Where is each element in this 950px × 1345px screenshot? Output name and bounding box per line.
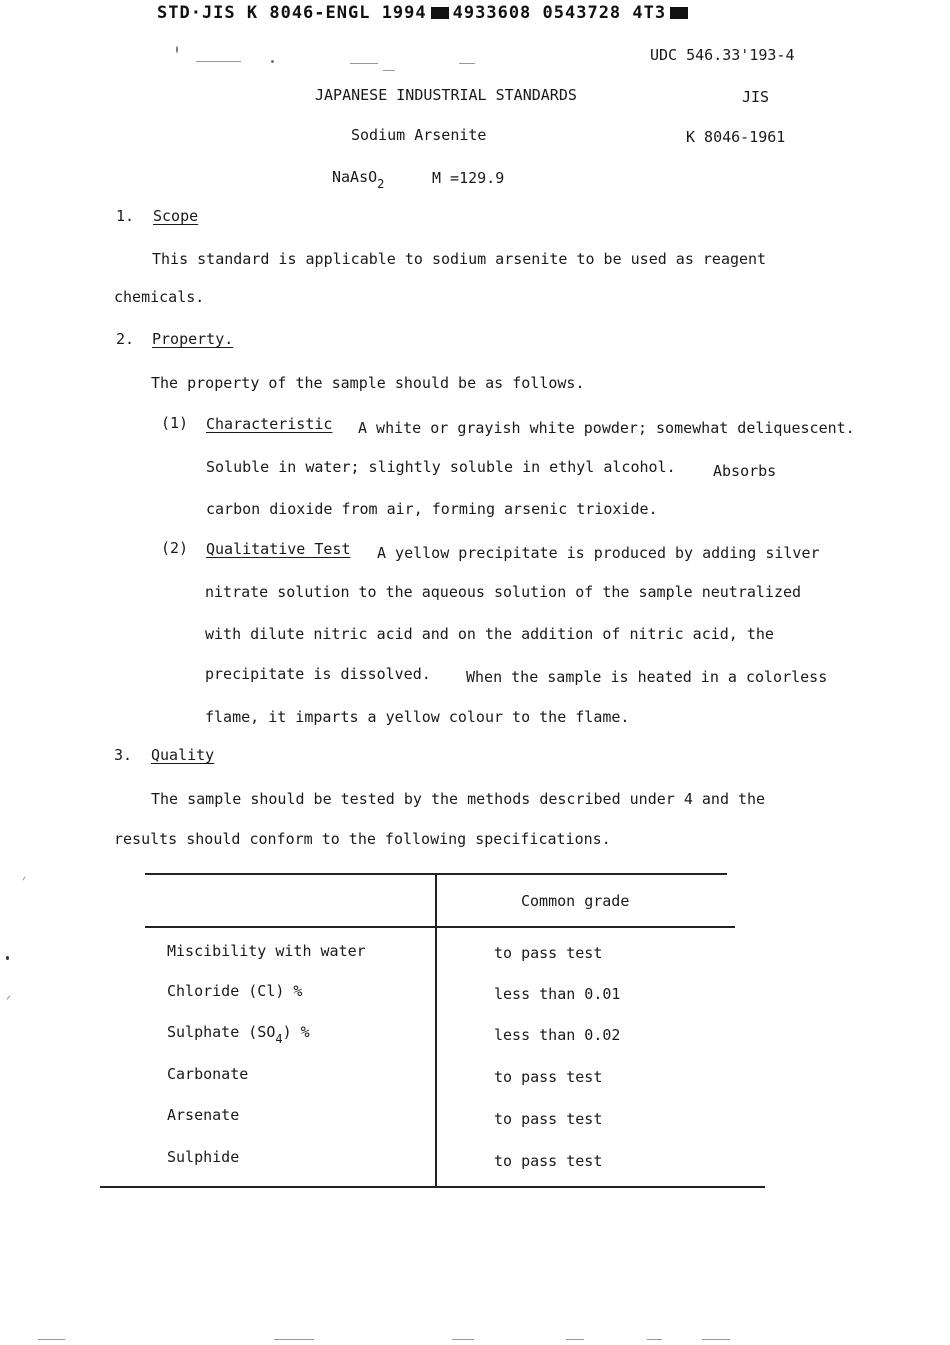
- table-column-header: Common grade: [521, 892, 630, 910]
- row-spec: less than 0.01: [494, 985, 621, 1003]
- item-2-line-1: A yellow precipitate is produced by adding silver: [377, 544, 820, 562]
- formula-main: NaAsO: [332, 168, 378, 186]
- quality-text-line-1: The sample should be tested by the methods described under 4 and the: [151, 790, 766, 808]
- scan-noise: [702, 1339, 730, 1340]
- standard-number: K 8046-1961: [686, 128, 786, 146]
- jis-label: JIS: [742, 88, 770, 106]
- section-3-number: 3.: [114, 746, 133, 764]
- section-1-heading: Scope: [153, 207, 199, 225]
- row-spec: to pass test: [494, 1068, 603, 1086]
- code-numbers: 4933608 0543728 4T3: [452, 3, 667, 23]
- scan-noise: [196, 61, 241, 62]
- item-2-title: Qualitative Test: [206, 540, 351, 558]
- scan-speck: [6, 956, 9, 960]
- scan-noise: [452, 1339, 474, 1340]
- publisher-title: JAPANESE INDUSTRIAL STANDARDS: [315, 86, 577, 104]
- item-2-line-2: nitrate solution to the aqueous solution of the sample neutralized: [205, 583, 802, 601]
- item-2-line-5: flame, it imparts a yellow colour to the flame.: [205, 708, 630, 726]
- scan-noise: [7, 995, 11, 999]
- row-item: Chloride (Cl) %: [167, 982, 303, 1000]
- chemical-formula: [332, 168, 384, 191]
- redaction-block-2: [670, 7, 688, 19]
- scope-text-line-1: This standard is applicable to sodium arsenite to be used as reagent: [152, 250, 767, 268]
- scan-noise: [350, 63, 378, 64]
- scan-noise: [647, 1339, 662, 1340]
- molar-mass: M =129.9: [432, 169, 505, 187]
- quality-text-line-2: results should conform to the following specifications.: [114, 830, 611, 848]
- row-item-tail: ) %: [282, 1023, 310, 1041]
- item-2-line-3: with dilute nitric acid and on the addition of nitric acid, the: [205, 625, 774, 643]
- scope-text-line-2: chemicals.: [114, 288, 205, 306]
- row-item: [167, 1023, 310, 1046]
- row-item: Sulphide: [167, 1148, 240, 1166]
- scan-noise: [274, 1339, 314, 1340]
- property-intro: The property of the sample should be as follows.: [151, 374, 585, 392]
- row-item: Carbonate: [167, 1065, 249, 1083]
- item-1-label: (1): [161, 414, 189, 432]
- table-column-divider: [435, 874, 437, 1187]
- item-1-line-2: Soluble in water; slightly soluble in ethyl alcohol.: [206, 458, 676, 476]
- udc-classification: UDC 546.33'193-4: [650, 46, 795, 64]
- scan-noise: [459, 63, 475, 64]
- scan-noise: [38, 1339, 65, 1340]
- table-header-rule: [145, 926, 735, 928]
- row-item-main: Sulphate (SO: [167, 1023, 276, 1041]
- row-spec: less than 0.02: [494, 1026, 621, 1044]
- table-bottom-rule: [100, 1186, 765, 1188]
- section-2-number: 2.: [116, 330, 135, 348]
- item-2-line-4: precipitate is dissolved.: [205, 665, 431, 683]
- document-code-header: [157, 3, 692, 23]
- scan-speck: [271, 60, 274, 63]
- row-spec: to pass test: [494, 944, 603, 962]
- scan-noise: [383, 70, 395, 71]
- redaction-block-1: [431, 7, 449, 19]
- formula-subscript: 2: [377, 177, 385, 191]
- scan-noise: [23, 877, 26, 881]
- row-item: Miscibility with water: [167, 942, 366, 960]
- item-1-title: Characteristic: [206, 415, 333, 433]
- section-1-number: 1.: [116, 207, 135, 225]
- row-item: Arsenate: [167, 1106, 240, 1124]
- item-2-label: (2): [161, 539, 189, 557]
- row-spec: to pass test: [494, 1152, 603, 1170]
- scan-noise: [566, 1339, 584, 1340]
- item-1-line-3: carbon dioxide from air, forming arsenic trioxide.: [206, 500, 658, 518]
- section-2-heading: Property.: [152, 330, 234, 348]
- doc-code: STD·JIS K 8046-ENGL 1994: [157, 3, 427, 23]
- scan-speck: [176, 46, 178, 53]
- item-1-line-2-tail: Absorbs: [713, 462, 777, 480]
- section-3-heading: Quality: [151, 746, 215, 764]
- page-title: Sodium Arsenite: [351, 126, 487, 144]
- item-1-line-1: A white or grayish white powder; somewhat deliquescent.: [358, 419, 855, 437]
- row-item-subscript: 4: [275, 1032, 283, 1046]
- row-spec: to pass test: [494, 1110, 603, 1128]
- item-2-line-4-tail: When the sample is heated in a colorless: [466, 668, 828, 686]
